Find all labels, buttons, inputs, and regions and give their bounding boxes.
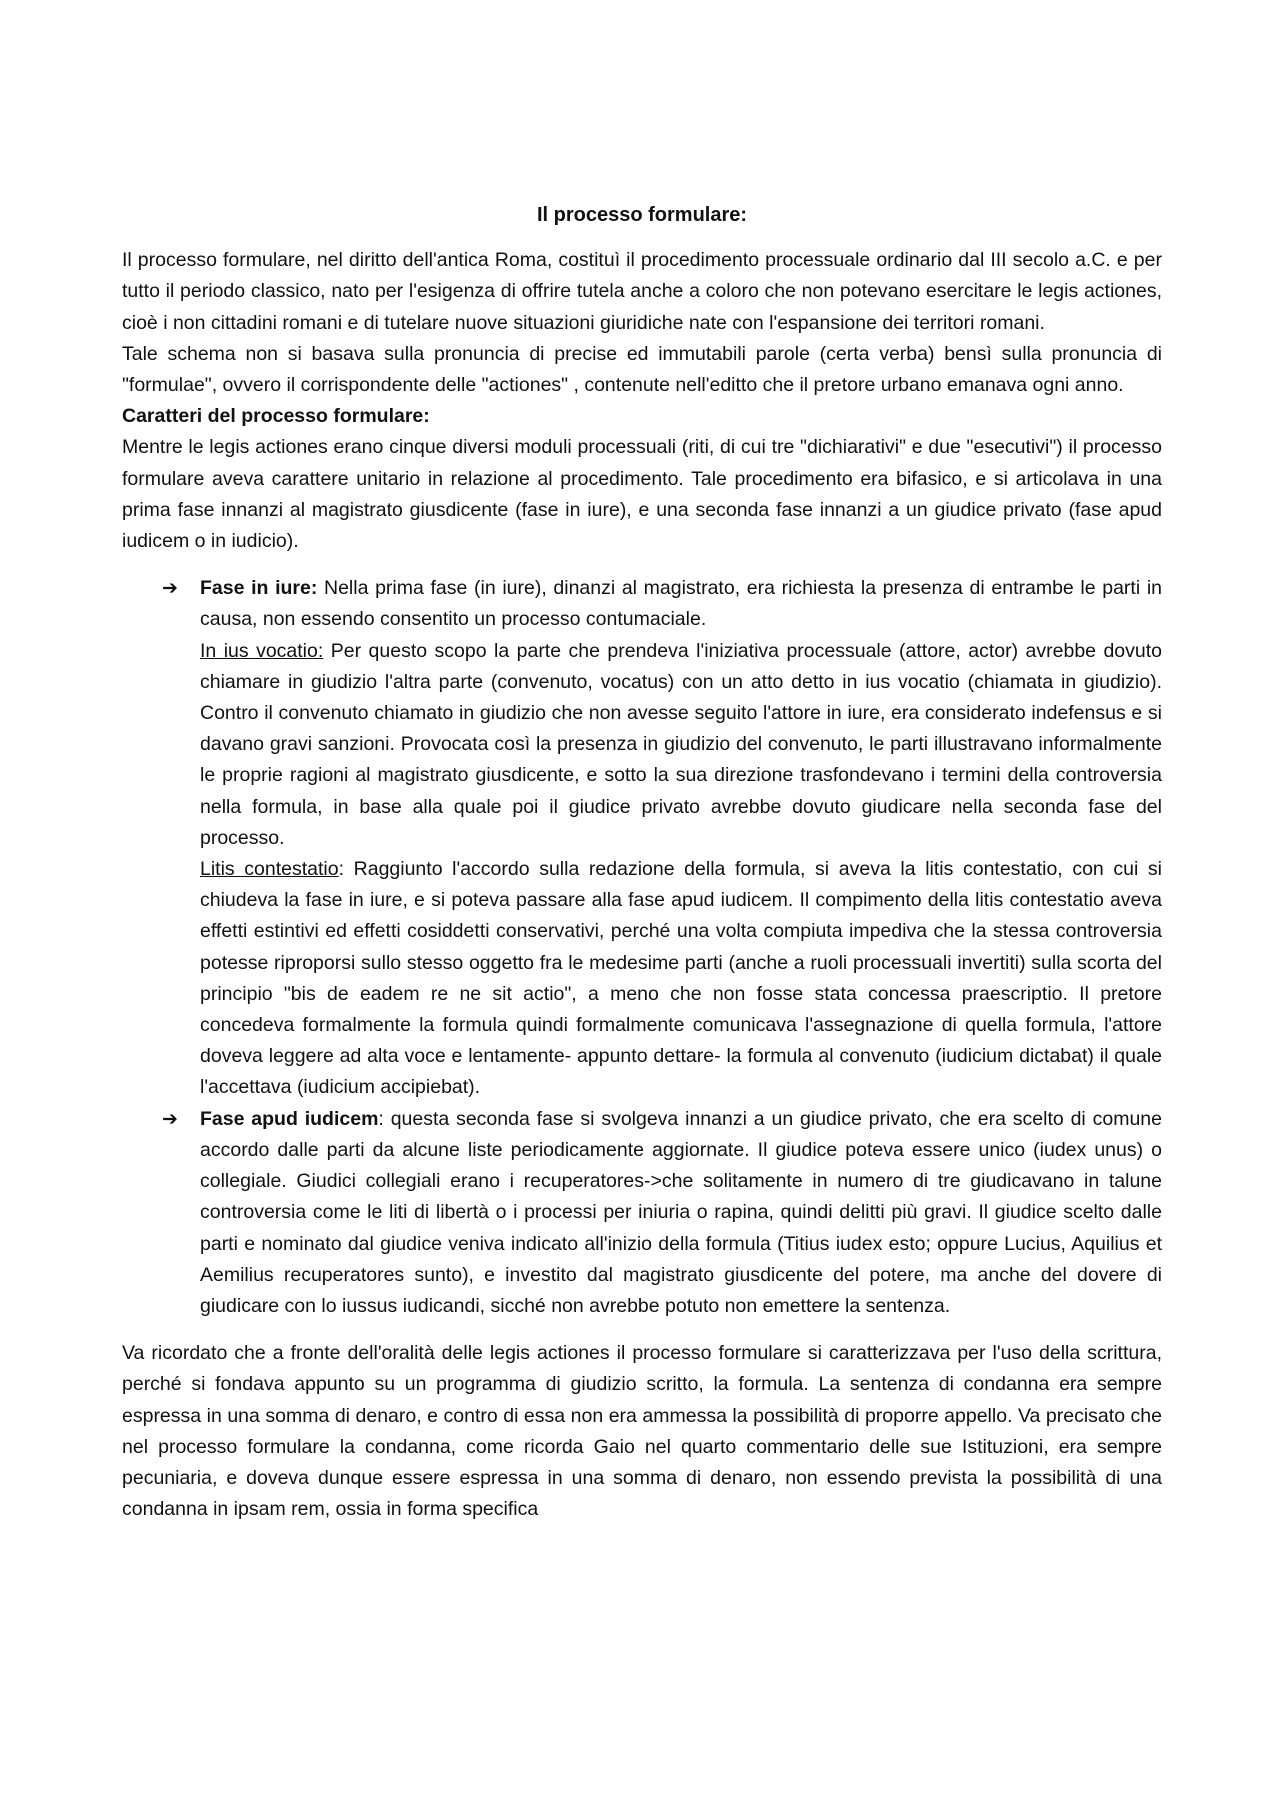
in-ius-vocatio-text: Per questo scopo la parte che prendeva l'iniziativa processuale (attore, actor) avrebbe dovuto chiamare in giudizio l'altra parte (convenuto, vocatus) con un atto detto in ius vocatio (chiamata in giudizio). Contro il convenuto chiamato in giudizio che non avesse seguito l'attore in iure, era considerato indefensus e si davano gravi sanzioni. Provocata così la presenza in giudizio del convenuto, le parti illustravano informalmente le proprie ragioni al magistrato giusdicente, e sotto la sua direzione trasfondevano i termini della controversia nella formula, in base alla quale poi il giudice privato avrebbe dovuto giudicare nella seconda fase del processo.	[200, 639, 1163, 849]
list-item-fase-in-iure	[162, 573, 1163, 1103]
fase-in-iure-label: Fase in iure:	[200, 577, 318, 600]
phases-list	[122, 573, 1162, 1322]
in-ius-vocatio-label: In ius vocatio:	[200, 639, 324, 662]
fase-in-iure-paragraph	[200, 573, 1162, 635]
document-page	[122, 200, 1162, 1525]
in-ius-vocatio-paragraph	[200, 636, 1162, 854]
schema-paragraph: Tale schema non si basava sulla pronuncia di precise ed immutabili parole (certa verba) bensì sulla pronuncia di "formulae", ovvero il corrispondente delle "actiones" , contenute nell'editto che il pretore urbano emanava ogni anno.	[122, 342, 1162, 397]
list-item-fase-apud-iudicem	[162, 1104, 1162, 1322]
page-title: Il processo formulare:	[536, 204, 748, 226]
characters-paragraph: Mentre le legis actiones erano cinque diversi moduli processuali (riti, di cui tre "dichiarativi" e due "esecutivi") il processo formulare aveva carattere unitario in relazione al procedimento. Tale procedimento era bifasico, e si articolava in una prima fase innanzi al magistrato giusdicente (fase in iure), e una seconda fase innanzi a un giudice privato (fase apud iudicem o in iudicio).	[122, 436, 1162, 553]
fase-apud-iudicem-text: : questa seconda fase si svolgeva innanzi a un giudice privato, che era scelto di comune accordo dalle parti da alcune liste periodicamente aggiornate. Il giudice poteva essere unico (iudex unus) o collegiale. Giudici collegiali erano i recuperatores->che solitamente in numero di tre giudicavano in talune controversia come le liti di libertà o i processi per iniuria o rapina, quindi delitti più gravi. Il giudice scelto dalle parti e nominato dal giudice veniva indicato all'inizio della formula (Titius iudex esto; oppure Lucius, Aquilius et Aemilius recuperatores sunto), e investito dal magistrato giusdicente del potere, ma anche del dovere di giudicare con lo iussus iudicandi, sicché non avrebbe potuto non emettere la sentenza.	[200, 1107, 1162, 1317]
characters-heading: Caratteri del processo formulare:	[122, 405, 430, 428]
litis-contestatio-label: Litis contestatio	[200, 858, 339, 881]
closing-paragraph: Va ricordato che a fronte dell'oralità delle legis actiones il processo formulare si caratterizzava per l'uso della scrittura, perché si fondava appunto su un programma di giudizio scritto, la formula. La sentenza di condanna era sempre espressa in una somma di denaro, e contro di essa non era ammessa la possibilità di proporre appello. Va precisato che nel processo formulare la condanna, come ricorda Gaio nel quarto commentario delle sue Istituzioni, era sempre pecuniaria, e doveva dunque essere espressa in una somma di denaro, non essendo prevista la possibilità di una condanna in ipsam rem, ossia in forma specifica	[122, 1342, 1162, 1521]
litis-contestatio-text: : Raggiunto l'accordo sulla redazione della formula, si aveva la litis contestatio, con cui si chiudeva la fase in iure, e si poteva passare alla fase apud iudicem. Il compimento della litis contestatio aveva effetti estintivi ed effetti cosiddetti conservativi, perché una volta compiuta impediva che la stessa controversia potesse riproporsi sullo stesso oggetto fra le medesime parti (anche a ruoli processuali invertiti) sulla scorta del principio "bis de eadem re ne sit actio", a meno che non fosse stata concessa praescriptio. Il pretore concedeva formalmente la formula quindi formalmente comunicava l'assegnazione di quella formula, l'attore doveva leggere ad alta voce e lentamente- appunto dettare- la formula al convenuto (iudicium dictabat) il quale l'accettava (iudicium accipiebat).	[200, 858, 1163, 1099]
litis-contestatio-paragraph	[200, 854, 1162, 1104]
arrow-right-icon: ➔	[162, 577, 178, 600]
fase-apud-iudicem-label: Fase apud iudicem	[200, 1107, 379, 1130]
fase-in-iure-text: Nella prima fase (in iure), dinanzi al magistrato, era richiesta la presenza di entrambe le parti in causa, non essendo consentito un processo contumaciale.	[200, 577, 1162, 631]
intro-paragraph: Il processo formulare, nel diritto dell'antica Roma, costituì il procedimento processuale ordinario dal III secolo a.C. e per tutto il periodo classico, nato per l'esigenza di offrire tutela anche a coloro che non potevano esercitare le legis actiones, cioè i non cittadini romani e di tutelare nuove situazioni giuridiche nate con l'espansione dei territori romani.	[122, 249, 1162, 334]
arrow-right-icon: ➔	[162, 1107, 178, 1130]
fase-apud-iudicem-paragraph	[200, 1104, 1162, 1322]
